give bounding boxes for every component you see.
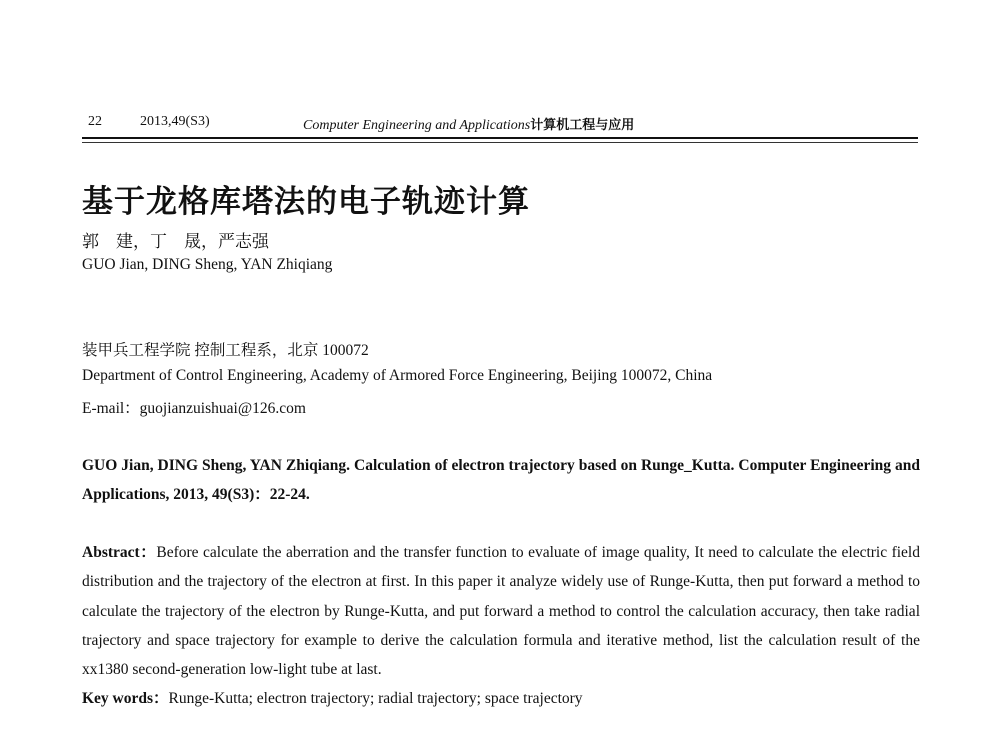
page-number: 22 — [88, 114, 102, 129]
authors-en: GUO Jian, DING Sheng, YAN Zhiqiang — [82, 256, 333, 273]
affiliation-cn: 装甲兵工程学院 控制工程系，北京 100072 — [82, 342, 369, 359]
volume-info: 2013,49(S3) — [140, 114, 210, 129]
paper-title: 基于龙格库塔法的电子轨迹计算 — [82, 184, 530, 219]
journal-title-en: Computer Engineering and Applications — [303, 118, 531, 133]
authors-cn: 郭 建，丁 晟，严志强 — [82, 232, 269, 251]
abstract-text: Before calculate the aberration and the transfer function to evaluate of image quality, It need to calculate the electric field distribution and the trajectory of the electron at first. In this paper it analyze widely use of Runge-Kutta, then put forward a method to calculate the trajectory of the electron by Runge-Kutta, and put forward a method to control the calculation accuracy, then take radial trajectory and space trajectory for example to derive the calculation formula and iterative method, list the calculation result of the xx1380 second-generation low-light tube at last. — [82, 544, 920, 679]
journal-title-cn: 计算机工程与应用 — [530, 118, 635, 133]
citation: GUO Jian, DING Sheng, YAN Zhiqiang. Calculation of electron trajectory based on Runge_Kutta. Computer Engineering and Applications, 2013, 49(S3)：22-24. — [82, 457, 920, 503]
email: E-mail：guojianzuishuai@126.com — [82, 400, 306, 417]
keywords-label: Key words： — [82, 690, 169, 708]
journal-title — [303, 114, 634, 134]
header-rule — [82, 137, 918, 139]
affiliation-en: Department of Control Engineering, Academy of Armored Force Engineering, Beijing 100072, China — [82, 367, 713, 384]
abstract — [82, 538, 920, 714]
keywords-text: Runge-Kutta; electron trajectory; radial trajectory; space trajectory — [168, 690, 583, 708]
header-rule-thin — [82, 142, 918, 143]
abstract-label: Abstract： — [82, 544, 157, 561]
